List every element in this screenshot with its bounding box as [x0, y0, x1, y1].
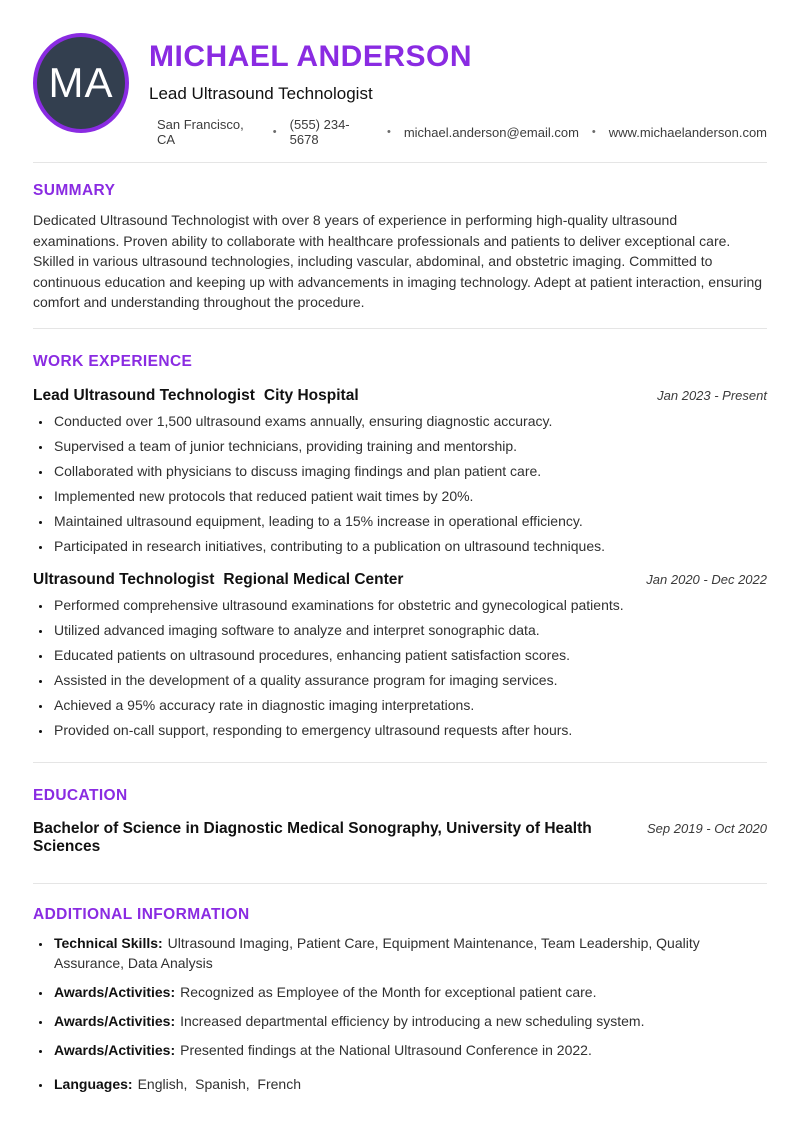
dot-separator: • — [591, 126, 596, 138]
info-item-text: Recognized as Employee of the Month for exceptional patient care. — [180, 983, 597, 1000]
job-bullet-list — [33, 596, 767, 739]
job-company: City Hospital — [263, 386, 359, 404]
section-divider — [33, 328, 767, 329]
contact-row — [157, 117, 767, 147]
resume-header — [33, 33, 767, 147]
info-item-technical-skills — [52, 933, 767, 973]
info-item-text: Increased departmental efficiency by introducing a new scheduling system. — [180, 1012, 645, 1029]
job-bullet: • Educated patients on ultrasound procedures, enhancing patient satisfaction scores. — [52, 646, 767, 664]
section-education — [33, 787, 767, 856]
job-header — [33, 386, 767, 405]
contact-email: michael.anderson@email.com — [403, 124, 579, 140]
job-dates: Jan 2023 - Present — [657, 387, 767, 403]
education-heading: EDUCATION — [33, 786, 128, 804]
info-item-label: Technical Skills: — [54, 934, 163, 951]
info-item-label: Awards/Activities: — [54, 1041, 176, 1058]
avatar-initials: MA — [48, 59, 114, 106]
summary-heading: SUMMARY — [33, 182, 116, 199]
job-bullet: • Provided on-call support, responding to emergency ultrasound requests after hours. — [52, 721, 767, 739]
job-dates: Jan 2020 - Dec 2022 — [646, 571, 767, 587]
info-item-award — [52, 1040, 767, 1060]
job-title-line — [33, 387, 359, 405]
section-divider — [33, 762, 767, 763]
info-item-text: Presented findings at the National Ultrasound Conference in 2022. — [180, 1041, 592, 1058]
header-divider — [33, 162, 767, 163]
contact-phone: (555) 234-5678 — [289, 117, 350, 147]
job-bullet: • Performed comprehensive ultrasound examinations for obstetric and gynecological patients. — [52, 596, 767, 614]
job-bullet: • Maintained ultrasound equipment, leading to a 15% increase in operational efficiency. — [52, 512, 767, 530]
job-bullet: • Assisted in the development of a quality assurance program for imaging services. — [52, 671, 767, 689]
contact-location: San Francisco, CA — [157, 117, 244, 147]
info-item-award — [52, 982, 767, 1002]
job-bullet: • Participated in research initiatives, contributing to a publication on ultrasound techniques. — [52, 537, 767, 555]
info-item-languages — [52, 1074, 767, 1094]
job-entry — [33, 386, 767, 555]
page-title: MICHAEL ANDERSON — [149, 40, 473, 73]
job-title-line — [33, 571, 403, 589]
contact-website: www.michaelanderson.com — [608, 124, 767, 140]
degree-title: Bachelor of Science in Diagnostic Medical Sonography, University of Health Sciences — [33, 819, 592, 855]
education-dates: Sep 2019 - Oct 2020 — [647, 820, 767, 836]
summary-text: Dedicated Ultrasound Technologist with over 8 years of experience in performing high-quality ultrasound examinations. Proven ability to collaborate with healthcare professionals and patients to deliver exceptional care. Skilled in various ultrasound technologies, including vascular, abdominal, and obstetric imaging. Committed to continuous education and keeping up with advancements in imaging technology. Adept at patient interaction, ensuring comfort and understanding throughout the procedure. — [33, 212, 763, 310]
additional-information-heading: ADDITIONAL INFORMATION — [33, 905, 250, 923]
job-title: Lead Ultrasound Technologist — [33, 386, 255, 404]
info-item-award — [52, 1011, 767, 1031]
section-additional-information — [33, 906, 767, 1094]
job-bullet: • Achieved a 95% accuracy rate in diagnostic imaging interpretations. — [52, 696, 767, 714]
work-experience-heading: WORK EXPERIENCE — [33, 352, 193, 370]
avatar — [33, 33, 129, 133]
education-entry — [33, 819, 767, 856]
info-item-label: Languages: — [54, 1075, 133, 1092]
info-item-text: Ultrasound Imaging, Patient Care, Equipment Maintenance, Team Leadership, Quality Assurance, Data Analysis — [54, 934, 703, 971]
dot-separator: • — [386, 126, 391, 138]
job-bullet: • Utilized advanced imaging software to analyze and interpret sonographic data. — [52, 621, 767, 639]
job-bullet-list — [33, 412, 767, 555]
header-text — [149, 33, 767, 147]
section-work-experience — [33, 353, 767, 739]
header-job-title: Lead Ultrasound Technologist — [149, 84, 373, 103]
job-bullet: • Implemented new protocols that reduced patient wait times by 20%. — [52, 487, 767, 505]
additional-info-list — [33, 933, 767, 1094]
job-bullet: • Conducted over 1,500 ultrasound exams annually, ensuring diagnostic accuracy. — [52, 412, 767, 430]
info-item-label: Awards/Activities: — [54, 983, 176, 1000]
section-summary — [33, 182, 767, 313]
section-divider — [33, 883, 767, 884]
job-bullet: • Supervised a team of junior technicians, providing training and mentorship. — [52, 437, 767, 455]
info-item-text: English, Spanish, French — [137, 1075, 301, 1092]
info-item-label: Awards/Activities: — [54, 1012, 176, 1029]
job-title: Ultrasound Technologist — [33, 570, 215, 588]
job-bullet: • Collaborated with physicians to discuss imaging findings and plan patient care. — [52, 462, 767, 480]
job-company: Regional Medical Center — [223, 570, 404, 588]
job-entry — [33, 570, 767, 739]
job-header — [33, 570, 767, 589]
dot-separator: • — [272, 126, 277, 138]
